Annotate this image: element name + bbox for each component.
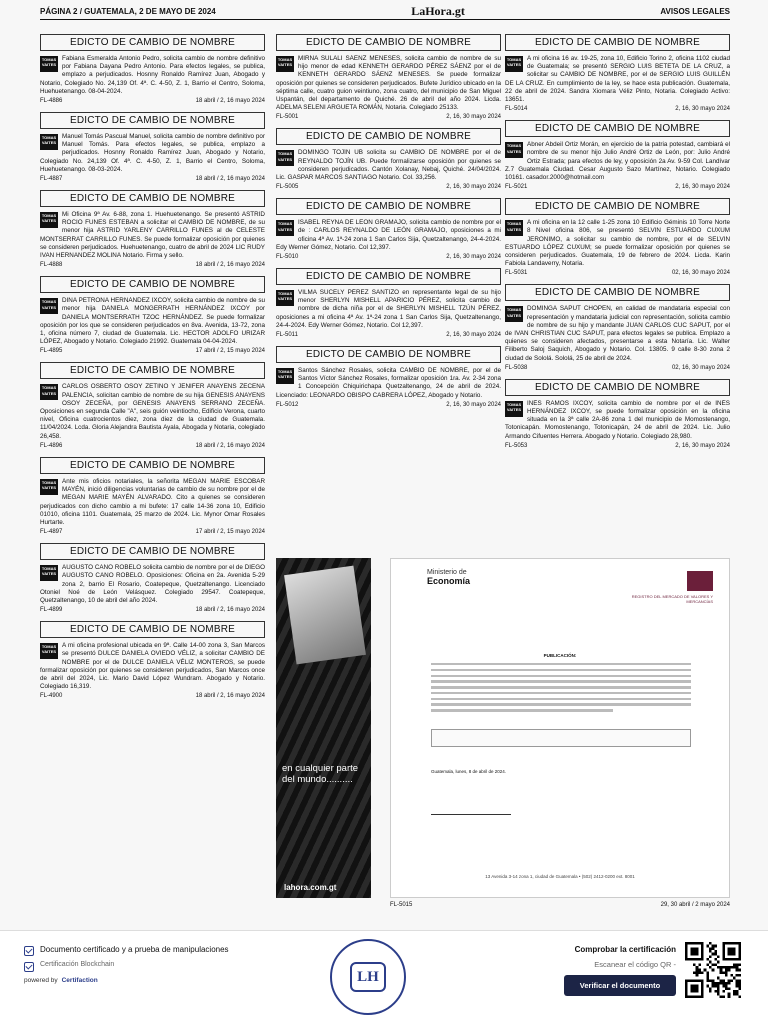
notice-footer <box>40 348 265 354</box>
legal-notice <box>40 34 265 104</box>
notary-logo-icon: TOMAS VAITES <box>40 212 58 228</box>
notice-body <box>276 367 501 400</box>
page-info: PÁGINA 2 / GUATEMALA, 2 DE MAYO DE 2024 <box>40 7 216 16</box>
notice-dates: 2, 16, 30 mayo 2024 <box>446 184 501 191</box>
notice-text: ISABEL REYNA DE LEÓN GRAMAJO, solicita cambio de nombre por el de : CARLOS REYNALDO DE LEÓN GRAMAJO, oposiciones a mi oficina 4ª Av. 1ª-24 zona 1 San Carlos Sija, Quetzaltenango, 24-4-2024. Edy Werner Gómez, Notario. Col 12,397. <box>276 219 501 251</box>
notice-footer <box>505 365 730 371</box>
notice-reference: FL-5012 <box>276 401 299 408</box>
notice-body <box>40 55 265 96</box>
legal-notice <box>40 621 265 699</box>
ad-url[interactable]: lahora.com.gt <box>284 883 337 892</box>
notice-title: EDICTO DE CAMBIO DE NOMBRE <box>40 543 265 560</box>
notice-text: Fabiana Esmeralda Antonio Pedro, solicita cambio de nombre definitivo por Fabiana Dayana Pedro Antonio. Para efectos legales, se publica, emplazo a perjudicados. Hosnny Ronaldo Ramírez Juan, Abogado y Notario, Colegiado No. 24,139 Of. 4ª. C. 4-50, Z. 1, Barrio el Centro, Soloma, Huehuetenango. 08-04-2024. <box>40 55 265 95</box>
notice-footer <box>505 443 730 449</box>
notice-title: EDICTO DE CAMBIO DE NOMBRE <box>40 276 265 293</box>
notary-logo-icon: TOMAS VAITES <box>40 565 58 581</box>
reference: FL-5015 <box>390 902 413 908</box>
notice-dates: 2, 16, 30 mayo 2024 <box>675 106 730 113</box>
notice-reference: FL-5038 <box>505 364 528 371</box>
legal-notice <box>276 198 501 260</box>
notice-text: DOMINGA SAPUT CHOPEN, en calidad de mandataria especial con representación y mandataria judicial con representación, solicita cambio de nombre de su hijo y mandante JUAN CARLOS CUC SAPUT, por el de IVAN CHRISTIAN CUC SAPUT, para efectos legales se publica. Emplazo a quienes se consideren afectados, presentarse a esta Notaría. Lic. Walter Filiberto Saloj Saquich, Abogado y Notario. Col. 13805. 9 calle 8-30 zona 2 ciudad de Sololá. Sololá, 25 de abril de 2024. <box>505 305 730 362</box>
notice-body <box>505 141 730 182</box>
notice-dates: 18 abril / 2, 16 mayo 2024 <box>195 262 265 269</box>
notary-logo-icon: TOMAS VAITES <box>505 142 523 158</box>
notice-footer <box>40 443 265 449</box>
notice-footer <box>276 332 501 338</box>
notary-logo-icon: TOMAS VAITES <box>505 56 523 72</box>
notice-title: EDICTO DE CAMBIO DE NOMBRE <box>276 268 501 285</box>
notice-title: EDICTO DE CAMBIO DE NOMBRE <box>505 379 730 396</box>
notice-reference: FL-5011 <box>276 332 298 339</box>
notice-body <box>40 478 265 527</box>
notice-dates: 18 abril / 2, 16 mayo 2024 <box>195 176 265 183</box>
certificate-table <box>431 729 691 747</box>
notice-title: EDICTO DE CAMBIO DE NOMBRE <box>505 120 730 137</box>
notice-footer <box>276 402 501 408</box>
notice-text: DINA PETRONA HERNÁNDEZ IXCOY, solicita cambio de nombre de su menor hija DANIELA MONGERRATH HERNÁNDEZ IXCOY por DANIELA MONTSERRATH TZOC HERNÁNDEZ. Se puede formalizar oposición por los que se consideren perjudicados en 8va. Avenida, 13-72, zona 1, oficina número 7, ciudad de Guatemala. Lic. HECTOR ADOLFO URIZAR LÓPEZ, Abogado y Notario. Colegiado 21992. Guatemala 04-04-2024. <box>40 297 265 346</box>
legal-notice <box>40 190 265 268</box>
masthead[interactable]: LaHora.gt <box>411 4 465 18</box>
notary-logo-icon: TOMAS VAITES <box>276 220 294 236</box>
notice-dates: 17 abril / 2, 15 mayo 2024 <box>195 529 265 536</box>
notice-dates: 18 abril / 2, 16 mayo 2024 <box>195 693 265 700</box>
notice-body <box>505 55 730 104</box>
notice-body <box>505 305 730 362</box>
notice-reference: FL-5031 <box>505 270 528 277</box>
notice-title: EDICTO DE CAMBIO DE NOMBRE <box>276 346 501 363</box>
legal-notice <box>276 346 501 408</box>
notice-footer <box>276 254 501 260</box>
notice-text: DOMINGO TOJÍN UB solicita su CAMBIO DE NOMBRE por el de REYNALDO TOJÍN UB. Puede formalizarse oposición por quienes se consideren perjudicados. Cantón Xolanay, Nebaj, Quiché. 24/04/2024. Lic. GASPAR MARCOS SANTIAGO Notario. Col. 33,256. <box>276 149 501 182</box>
notice-body <box>276 289 501 330</box>
notice-dates: 2, 16, 30 mayo 2024 <box>446 254 501 261</box>
legal-notice <box>505 379 730 449</box>
notice-dates: 2, 16, 30 mayo 2024 <box>446 114 501 121</box>
notice-text: A mi oficina 16 av. 19-25, zona 10, Edificio Torino 2, oficina 1102 ciudad de Guatemala; se presentó SERGIO LUIS BETETA DE LA CRUZ, a solicitar su CAMBIO DE NOMBRE, por el de SERGIO LUIS GUILLÉN DE LA CRUZ. En cumplimiento de la ley, se hace esta publicación. Guatemala, 22 de abril de 2024. Sandra Xiomara Véliz Pinto, Notaria. Colegiado Activo: 13651. <box>505 55 730 104</box>
notary-logo-icon: TOMAS VAITES <box>40 643 58 659</box>
ad-slogan: en cualquier parte del mundo.......... <box>282 763 359 785</box>
registry-mark-icon <box>687 571 713 591</box>
notice-text: VILMA SUCELY PÉREZ SANTIZO en representante legal de su hijo menor SHERLYN MISHELL APARICIO PÉREZ, solicita cambio de nombre de dicha niña por el de SHERLYN MISHELL TZÚN PÉREZ, oposiciones a mi oficina 4ª Av. 1ª-24 zona 1 San Carlos Sija, Quetzaltenango, 24-4-2024. Edy Werner Gómez, Notario. Col 12,397. <box>276 289 501 329</box>
notice-reference: FL-4897 <box>40 529 63 536</box>
legal-notice <box>505 34 730 112</box>
notice-title: EDICTO DE CAMBIO DE NOMBRE <box>40 190 265 207</box>
notary-logo-icon: TOMAS VAITES <box>505 401 523 417</box>
notice-title: EDICTO DE CAMBIO DE NOMBRE <box>505 198 730 215</box>
notice-title: EDICTO DE CAMBIO DE NOMBRE <box>40 112 265 129</box>
verify-title: Comprobar la certificación <box>574 945 676 954</box>
notice-dates: 18 abril / 2, 16 mayo 2024 <box>195 607 265 614</box>
notice-reference: FL-4895 <box>40 348 63 355</box>
signature <box>431 795 511 815</box>
notice-reference: FL-5053 <box>505 442 528 449</box>
notice-reference: FL-5001 <box>276 114 299 121</box>
notice-title: EDICTO DE CAMBIO DE NOMBRE <box>276 34 501 51</box>
notice-text: Ante mis oficios notariales, la señorita MEGAN MARIE ESCOBAR MAYÉN, inició diligencias voluntarias de cambio de su nombre por el de MEGAN MARIE MAYÉN ALVARADO. Cito a quienes se consideren perjudicados con dicho cambio a mi bufete: 17 calle 14-36 zona 10, Edificio 01010, oficina 1101. Guatemala, 25 marzo de 2024. Lic. Mynor Omar Rosales Hurtarte. <box>40 477 265 526</box>
notice-footer <box>276 114 501 120</box>
notice-body <box>40 642 265 691</box>
notice-body <box>505 400 730 441</box>
notice-title: EDICTO DE CAMBIO DE NOMBRE <box>40 34 265 51</box>
publication-dates: 29, 30 abril / 2 mayo 2024 <box>660 902 730 908</box>
certificate-footer <box>390 902 730 908</box>
verify-document-button[interactable]: Verificar el documento <box>564 975 676 996</box>
notary-logo-icon: TOMAS VAITES <box>276 56 294 72</box>
notice-reference: FL-4896 <box>40 442 63 449</box>
certificate-text <box>431 663 691 715</box>
powered-by: powered by Certifaction <box>24 977 98 984</box>
notice-footer <box>505 184 730 190</box>
legal-notice <box>40 457 265 535</box>
notice-title: EDICTO DE CAMBIO DE NOMBRE <box>505 284 730 301</box>
notice-title: EDICTO DE CAMBIO DE NOMBRE <box>276 128 501 145</box>
notice-footer <box>505 270 730 276</box>
notice-text: CARLOS OSBERTO OSOY ZETINO Y JENIFER ANAYENS ZECEÑA PALENCIA, solicitan cambio de nombre de su hija GENESIS ANAYENS OSOY ZECEÑA, por GENESIS ANAYENS SERRANO ZECEÑA. Oposiciones en segunda Calle "A", seis guión veintiocho, Edificio Verona, cuarto nivel, Oficina cuatrocientos diez, zona diez de la ciudad de Guatemala. 11/04/2024. Lcda. Gloria Alejandra Bautista Ayala, Abogada y Notaria, colegiado 26,458. <box>40 383 265 440</box>
notary-logo-icon: TOMAS VAITES <box>505 306 523 322</box>
legal-notice <box>276 128 501 190</box>
notice-reference: FL-4887 <box>40 176 63 183</box>
legal-notice <box>40 112 265 182</box>
legal-notice <box>40 276 265 354</box>
notice-reference: FL-5010 <box>276 254 299 261</box>
notice-text: AUGUSTO CANO ROBELO solicita cambio de nombre por el de DIEGO AUGUSTO CANO ROBELO. Oposiciones: Oficina en 2a. Avenida 5-29 zona 2, barrio El Rosario, Coatepeque, Quetzaltenango. Licenciado Otoniel Noé de León Velásquez. Colegiado 29547. Coatepeque, Quetzaltenango, 10 de abril del año 2024. <box>40 564 265 604</box>
certification-seal-icon: LH <box>330 939 406 1015</box>
notice-text: INÉS RAMOS IXCOY, solicita cambio de nombre por el de INÉS HERNÁNDEZ IXCOY, se puede formalizar oposición en la oficina situada en la 3ª calle 2A-86 zona 1 del municipio de Momostenango, Totonicapán. Momostenango, Totonicapán, 24 de abril de 2024. Lic. Julio Armando Cifuentes Herrera. Abogado y Notario. Colegiado 28,980. <box>505 399 730 440</box>
notice-body <box>40 133 265 174</box>
notice-footer <box>40 607 265 613</box>
notice-text: MIRNA SULALI SÁENZ MENESES, solicita cambio de nombre de su hijo menor de edad KENNETH GERARDO PÉREZ SÁENZ por el de KENNETH GERARDO SÁENZ MENESES. Se puede formalizar oposición por quienes se consideren perjudicados. Bufete Jurídico ubicado en la séptima calle, cuatro guion veintiuno, zona cuatro, del municipio de San Miguel Uspantán, del departamento de Quiché. 26 de abril del año 2024. Licda. ADELMA SELENI ARGUETA ROMÁN, Notaria. Colegiado 25133. <box>276 55 501 112</box>
notice-body <box>505 219 730 268</box>
legal-notice <box>276 268 501 338</box>
notice-text: Santos Sánchez Rosales, solicita CAMBIO DE NOMBRE, por el de Santos Víctor Sánchez Rosales, formalizar oposición 1ra. Av. 2-34 zona 1 Concepción Chiquirichapa Quetzaltenango, 24 de abril de 2024. Licenciado: LEONARDO OBISPO CABRERA LÓPEZ, Abogado y Notario. <box>276 367 501 399</box>
notice-footer <box>505 106 730 112</box>
notice-footer <box>40 529 265 535</box>
scan-text: Escanear el código QR - <box>594 960 676 969</box>
notary-logo-icon: TOMAS VAITES <box>40 134 58 150</box>
notice-reference: FL-4900 <box>40 693 63 700</box>
notice-title: EDICTO DE CAMBIO DE NOMBRE <box>40 457 265 474</box>
notice-body <box>40 297 265 346</box>
notice-text: Mi Oficina 9ª Av. 6-88, zona 1. Huehuetenango. Se presentó ASTRID ROCIO FUNES ESTEBAN a solicitar el CAMBIO DE NOMBRE, de su menor hija ASTRID YARLENY CARRILLO FUNES al de CELESTE MONTSERRAT CARRILLO FUNES. Se puede formalizar oposición por quienes se consideren perjudicados. Huehuetenango, cuatro de abril de 2024 LIC RUDY IVAN HERNANDEZ MOLINA Notario. Firma y sello. <box>40 211 265 260</box>
notary-logo-icon: TOMAS VAITES <box>40 384 58 400</box>
check-icon <box>24 946 34 956</box>
notice-footer <box>276 184 501 190</box>
certification-footer <box>0 930 768 1024</box>
notice-footer <box>40 262 265 268</box>
notice-body <box>276 149 501 182</box>
certifaction-logo[interactable]: Certifaction <box>61 977 98 984</box>
blockchain-text: Certificación Blockchain <box>40 961 115 968</box>
notice-title: EDICTO DE CAMBIO DE NOMBRE <box>505 34 730 51</box>
notice-body <box>276 55 501 112</box>
notice-reference: FL-5014 <box>505 106 528 113</box>
legal-notice <box>505 284 730 370</box>
legal-notice <box>505 120 730 190</box>
notice-reference: FL-4899 <box>40 607 63 614</box>
notice-title: EDICTO DE CAMBIO DE NOMBRE <box>40 621 265 638</box>
notice-footer <box>40 176 265 182</box>
notary-logo-icon: TOMAS VAITES <box>40 479 58 495</box>
notice-body <box>40 383 265 440</box>
certification-info <box>24 945 314 984</box>
legal-notice <box>40 362 265 448</box>
publication-heading: PUBLICACIÓN: <box>543 653 577 658</box>
notice-reference: FL-5005 <box>276 184 299 191</box>
notice-dates: 18 abril / 2, 16 mayo 2024 <box>195 98 265 105</box>
notice-body <box>40 564 265 605</box>
ministry-logo: Ministerio de Economía <box>427 569 471 586</box>
notice-footer <box>40 98 265 104</box>
notice-dates: 2, 16, 30 mayo 2024 <box>446 332 501 339</box>
lahora-advertisement[interactable] <box>276 558 371 898</box>
notice-dates: 2, 16, 30 mayo 2024 <box>675 184 730 191</box>
notice-title: EDICTO DE CAMBIO DE NOMBRE <box>40 362 265 379</box>
column-right <box>505 34 730 457</box>
notary-logo-icon: TOMAS VAITES <box>276 368 294 384</box>
notary-logo-icon: TOMAS VAITES <box>40 56 58 72</box>
notary-logo-icon: TOMAS VAITES <box>505 220 523 236</box>
column-middle <box>276 34 501 416</box>
notice-title: EDICTO DE CAMBIO DE NOMBRE <box>276 198 501 215</box>
legal-notice <box>505 198 730 276</box>
certificate-address: 13 Avenida 3-14 zona 1, ciudad de Guatemala • (502) 2412-0200 ext. 8001 <box>485 874 635 879</box>
notary-logo-icon: TOMAS VAITES <box>276 290 294 306</box>
qr-code-icon[interactable] <box>682 939 744 1001</box>
column-left <box>40 34 265 707</box>
notice-text: A mi oficina profesional ubicada en 9ª. Calle 14-00 zona 3, San Marcos se presentó DULCE DANIELA OVIEDO VÉLIZ, a solicitar CAMBIO DE NOMBRE por el de DULCE DANIELA VÉLIZ MONTEROS, se puede formalizar oposición por quienes se consideren perjudicados, San Marcos once de abril del 2024, Lic. Mario David López Wundram. Abogado y Notario. Colegiado 16,319. <box>40 642 265 691</box>
notice-text: Abner Abdeil Ortiz Morán, en ejercicio de la patria potestad, cambiará el nombre de su menor hijo Julio André Ortiz de León, por: Julio André Ortiz Estrada; para efectos de ley, y oposición 2a Av. 9-59 Col. Landívar Z.7 Guatemala Ciudad. Cesar Augusto Sazo Martínez, Notario. Colegiado 10161. casador.2000@hotmail.com <box>505 141 730 182</box>
page-header <box>40 4 730 20</box>
legal-notice <box>276 34 501 120</box>
notary-logo-icon: TOMAS VAITES <box>40 298 58 314</box>
section-title: AVISOS LEGALES <box>660 7 730 16</box>
notice-text: A mi oficina en la 12 calle 1-25 zona 10 Edificio Géminis 10 Torre Norte 8 Nivel oficina 806, se presentó SELVIN ESTUARDO CUXUM JERONIMO, a solicitar su cambio de nombre, por el de SELVIN ESTUARDO LÓPEZ CUXUM; se puede formalizar oposición por quienes se consideren perjudicados. Guatemala, 19 de febrero de 2024. Licda. Karin Fabiola Landaverry, Notaria. <box>505 219 730 268</box>
notice-body <box>40 211 265 260</box>
notice-reference: FL-5021 <box>505 184 528 191</box>
notice-dates: 02, 16, 30 mayo 2024 <box>671 270 730 277</box>
notice-dates: 17 abril / 2, 15 mayo 2024 <box>195 348 265 355</box>
notice-reference: FL-4886 <box>40 98 63 105</box>
registry-certificate <box>390 558 730 898</box>
registry-logo: REGISTRO DEL MERCADO DE VALORES Y MERCANCÍAS <box>623 571 713 604</box>
legal-notice <box>40 543 265 613</box>
notice-text: Manuel Tomás Pascual Manuel, solicita cambio de nombre definitivo por Manuel Tomás. Para efectos legales, se publica, emplazo a perjudicados. Hosnny Ronaldo Ramírez Juan, Abogado y Notario, Colegiado No. 24,139 Of. 4ª. C. 4-50, Z. 1, Barrio el Centro, Soloma, Huehuetenango. 08-03-2024. <box>40 133 265 173</box>
verification-panel <box>556 945 676 996</box>
notice-body <box>276 219 501 252</box>
notice-dates: 2, 16, 30 mayo 2024 <box>446 401 501 408</box>
certified-text: Documento certificado y a prueba de manipulaciones <box>40 945 229 954</box>
notice-dates: 02, 16, 30 mayo 2024 <box>671 364 730 371</box>
notice-dates: 2, 16, 30 mayo 2024 <box>675 442 730 449</box>
check-icon <box>24 962 34 972</box>
notary-logo-icon: TOMAS VAITES <box>276 150 294 166</box>
notice-dates: 18 abril / 2, 16 mayo 2024 <box>195 442 265 449</box>
newspaper-image <box>284 566 366 665</box>
certificate-date: Guatemala, lunes, 8 de abril de 2024. <box>431 769 507 774</box>
notice-reference: FL-4888 <box>40 262 63 269</box>
notice-footer <box>40 693 265 699</box>
